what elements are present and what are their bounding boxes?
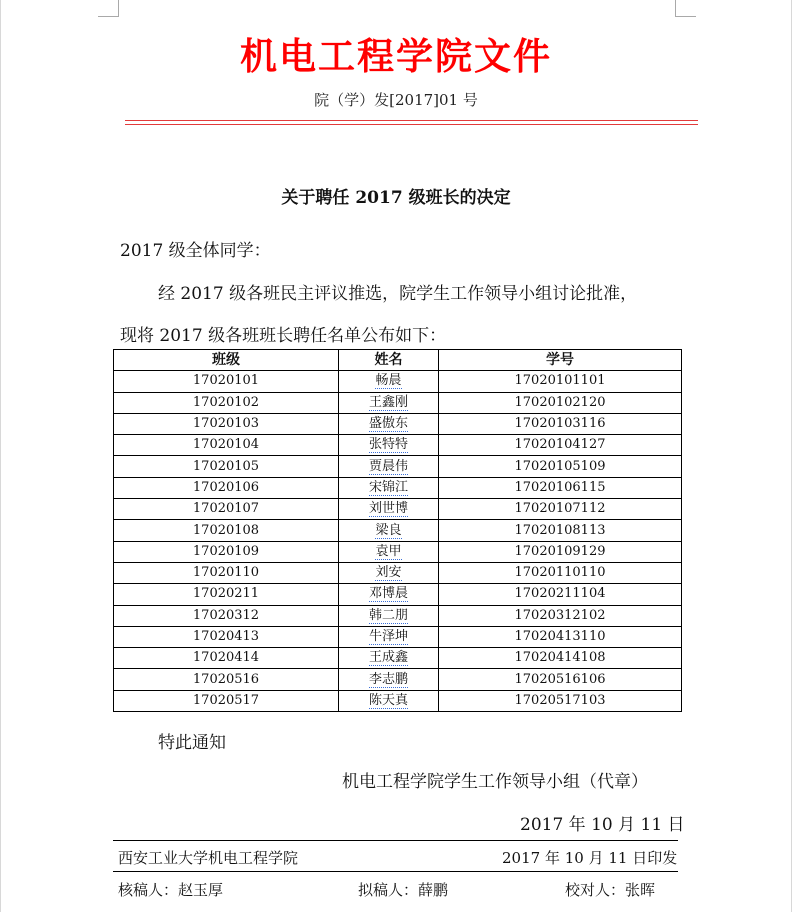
table-row [114, 541, 682, 562]
body-line-1: 经 2017 级各班民主评议推选，院学生工作领导小组讨论批准， [158, 284, 638, 304]
name-cell [339, 626, 439, 647]
student-name: 王成鑫 [368, 650, 408, 666]
student-name: 韩二朋 [368, 607, 408, 623]
student-name: 张特特 [368, 437, 408, 453]
table-row [114, 371, 682, 392]
student-name: 牛泽坤 [368, 629, 408, 644]
class-cell: 17020103 [114, 413, 339, 434]
table-row [114, 669, 682, 690]
name-cell [339, 541, 439, 562]
student-name: 畅晨 [375, 373, 402, 389]
table-row [114, 626, 682, 647]
column-header-student-id: 学号 [439, 350, 682, 371]
table-row [114, 435, 682, 456]
class-cell: 17020108 [114, 520, 339, 541]
table-header-row [114, 350, 682, 371]
class-cell: 17020105 [114, 456, 339, 477]
student-id-cell: 17020516106 [439, 669, 682, 690]
name-cell [339, 648, 439, 669]
student-name: 袁甲 [375, 543, 402, 559]
name-cell [339, 435, 439, 456]
class-cell: 17020101 [114, 371, 339, 392]
student-id-cell: 17020108113 [439, 520, 682, 541]
student-id-cell: 17020106115 [439, 477, 682, 498]
class-cell: 17020104 [114, 435, 339, 456]
class-cell: 17020517 [114, 690, 339, 711]
student-id-cell: 17020109129 [439, 541, 682, 562]
name-cell [339, 392, 439, 413]
footer-rule-top [113, 840, 678, 841]
student-id-cell: 17020517103 [439, 690, 682, 711]
class-cell: 17020106 [114, 477, 339, 498]
margin-corner-top-right [675, 0, 696, 17]
name-cell [339, 499, 439, 520]
closing-remark: 特此通知 [158, 733, 226, 753]
salutation: 2017 级全体同学： [120, 241, 271, 261]
page-left-edge [0, 0, 1, 912]
document-number: 院（学）发[2017]01 号 [314, 91, 478, 109]
student-name: 王鑫刚 [368, 394, 408, 410]
footer-print-date: 2017 年 10 月 11 日印发 [502, 849, 678, 867]
student-id-cell: 17020104127 [439, 435, 682, 456]
name-cell [339, 413, 439, 434]
table-row [114, 499, 682, 520]
table-row [114, 520, 682, 541]
student-id-cell: 17020105109 [439, 456, 682, 477]
student-id-cell: 17020103116 [439, 413, 682, 434]
notice-heading: 关于聘任 2017 级班长的决定 [281, 188, 511, 208]
student-id-cell: 17020110110 [439, 562, 682, 583]
name-cell [339, 520, 439, 541]
body-line-2: 现将 2017 级各班班长聘任名单公布如下： [120, 326, 447, 346]
student-id-cell: 17020414108 [439, 648, 682, 669]
student-id-cell: 17020312102 [439, 605, 682, 626]
class-cell: 17020414 [114, 648, 339, 669]
red-rule-thin [125, 124, 698, 125]
class-cell: 17020516 [114, 669, 339, 690]
table-row [114, 605, 682, 626]
issue-date: 2017 年 10 月 11 日 [520, 815, 685, 835]
student-id-cell: 17020101101 [439, 371, 682, 392]
name-cell [339, 371, 439, 392]
footer-issuer: 西安工业大学机电工程学院 [118, 849, 299, 867]
student-name: 贾晨伟 [368, 458, 408, 474]
name-cell [339, 690, 439, 711]
footer-rule-middle [113, 871, 678, 872]
table-row [114, 413, 682, 434]
signature-line: 机电工程学院学生工作领导小组（代章） [342, 772, 648, 792]
name-cell [339, 605, 439, 626]
class-cell: 17020102 [114, 392, 339, 413]
column-header-name: 姓名 [339, 350, 439, 371]
footer-reviewer: 核稿人：赵玉厚 [118, 881, 224, 899]
class-cell: 17020109 [114, 541, 339, 562]
red-rule-thick [125, 120, 698, 121]
student-name: 宋锦江 [368, 479, 408, 495]
student-name: 梁良 [375, 522, 402, 538]
table-row [114, 584, 682, 605]
student-name: 邓博晨 [368, 586, 408, 602]
name-cell [339, 562, 439, 583]
name-cell [339, 477, 439, 498]
class-cell: 17020110 [114, 562, 339, 583]
footer-drafter: 拟稿人：薛鹏 [358, 881, 449, 899]
class-monitor-table [113, 349, 682, 712]
student-id-cell: 17020211104 [439, 584, 682, 605]
student-id-cell: 17020107112 [439, 499, 682, 520]
footer-proofreader: 校对人：张晖 [565, 881, 656, 899]
margin-corner-top-left [98, 0, 119, 17]
name-cell [339, 584, 439, 605]
column-header-class: 班级 [114, 350, 339, 371]
student-id-cell: 17020102120 [439, 392, 682, 413]
student-name: 陈天真 [368, 692, 408, 708]
name-cell [339, 669, 439, 690]
student-name: 李志鹏 [368, 671, 408, 687]
table-row [114, 690, 682, 711]
document-title: 机电工程学院文件 [240, 35, 552, 78]
class-cell: 17020107 [114, 499, 339, 520]
student-name: 刘世博 [368, 501, 408, 517]
table-row [114, 392, 682, 413]
table-row [114, 648, 682, 669]
table-row [114, 477, 682, 498]
student-name: 盛傲东 [368, 416, 408, 432]
student-name: 刘安 [375, 565, 402, 581]
table-row [114, 456, 682, 477]
class-cell: 17020413 [114, 626, 339, 647]
student-id-cell: 17020413110 [439, 626, 682, 647]
class-cell: 17020312 [114, 605, 339, 626]
class-cell: 17020211 [114, 584, 339, 605]
name-cell [339, 456, 439, 477]
table-row [114, 562, 682, 583]
